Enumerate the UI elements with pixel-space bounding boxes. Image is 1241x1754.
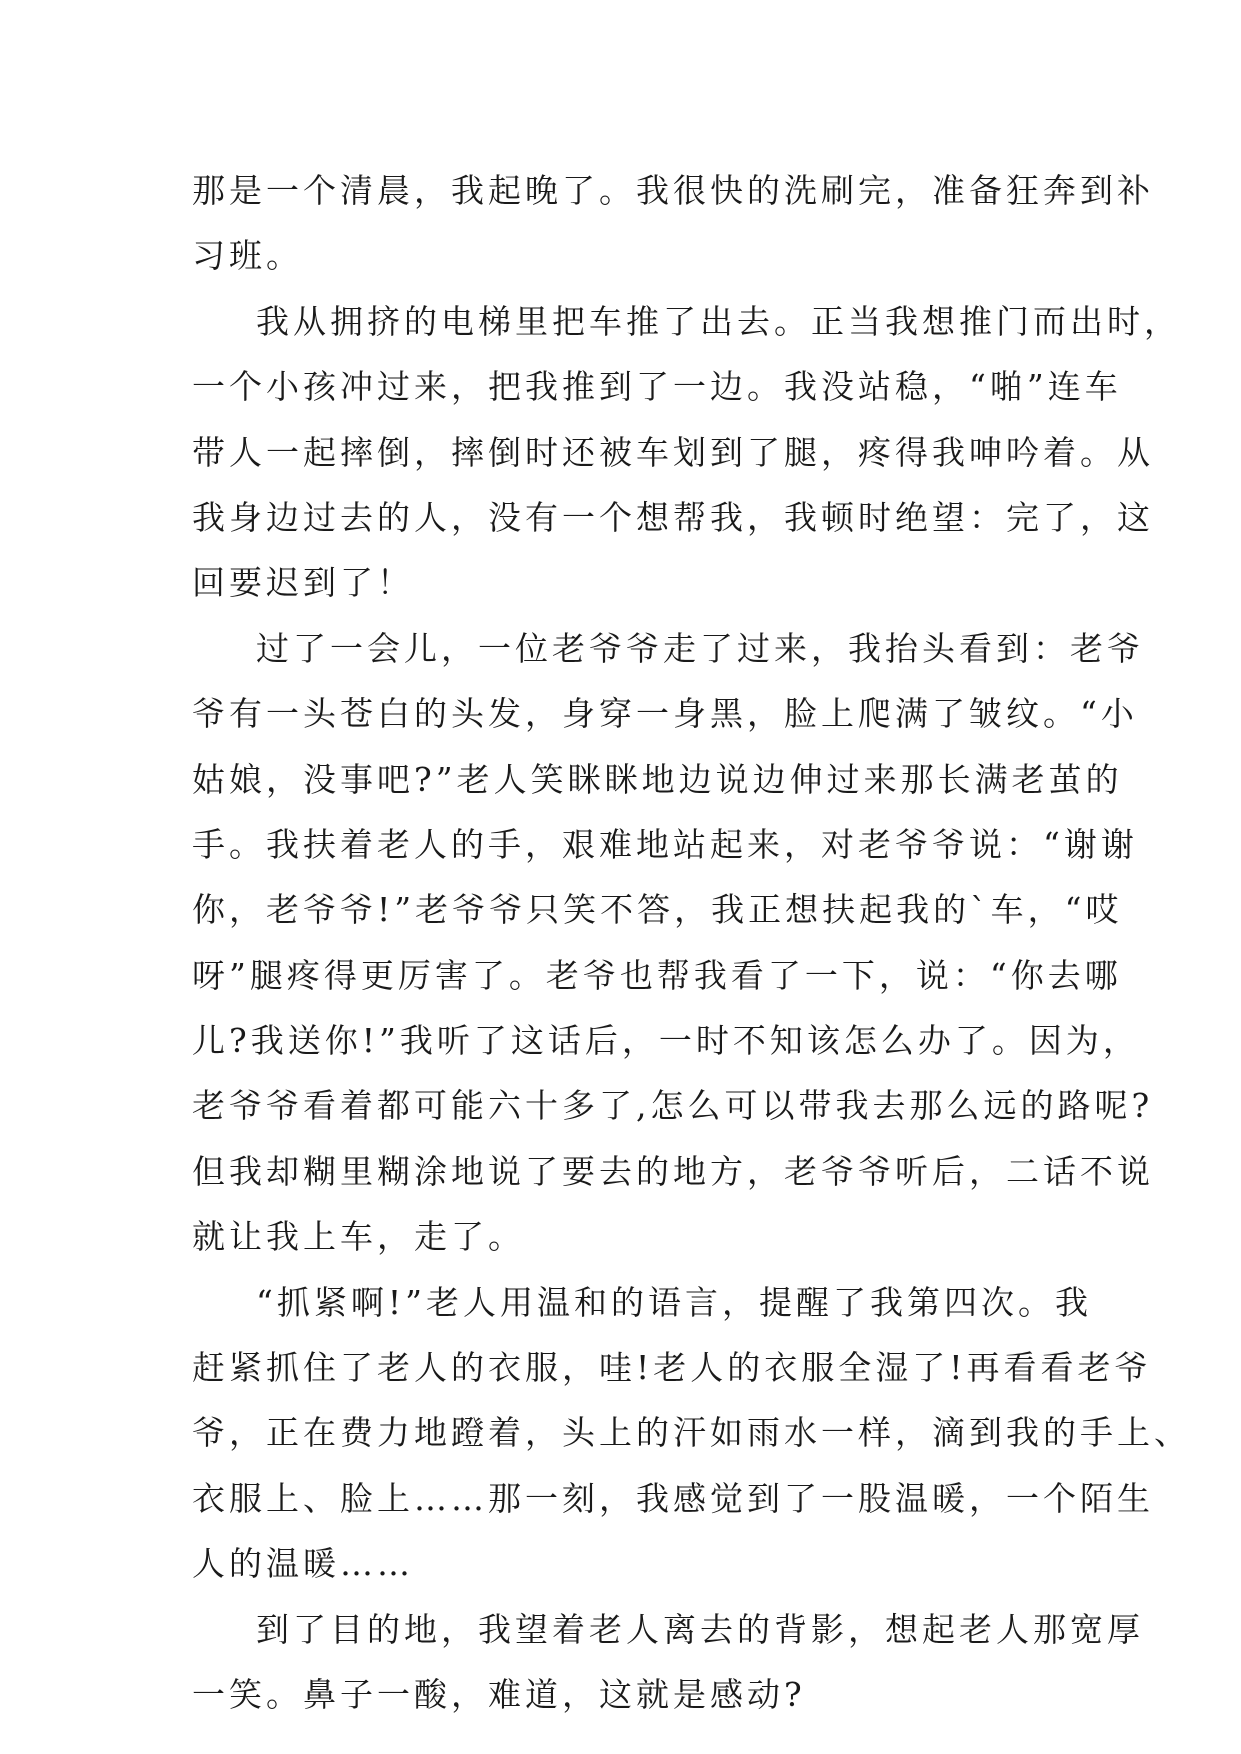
text-line: 爷，正在费力地蹬着，头上的汗如雨水一样，滴到我的手上、: [192, 1413, 1191, 1453]
text-line: 爷有一头苍白的头发，身穿一身黑，脸上爬满了皱纹。“小: [192, 694, 1138, 734]
paragraph-first-line: 我从拥挤的电梯里把车推了出去。正当我想推门而出时，: [256, 301, 1181, 341]
text-line: 一个小孩冲过来，把我推到了一边。我没站稳，“啪”连车: [192, 367, 1122, 407]
text-line: 回要迟到了！: [192, 563, 414, 603]
text-line: 带人一起摔倒，摔倒时还被车划到了腿，疼得我呻吟着。从: [192, 432, 1154, 472]
text-line: 你，老爷爷!”老爷爷只笑不答，我正想扶起我的`车，“哎: [192, 890, 1123, 930]
text-line: 手。我扶着老人的手，艰难地站起来，对老爷爷说：“谢谢: [192, 824, 1138, 864]
text-line: 老爷爷看着都可能六十多了,怎么可以带我去那么远的路呢?: [192, 1086, 1154, 1126]
text-line: 姑娘，没事吧?”老人笑眯眯地边说边伸过来那长满老茧的: [192, 759, 1123, 799]
text-line: 呀”腿疼得更厉害了。老爷也帮我看了一下，说：“你去哪: [192, 955, 1122, 995]
text-line: 就让我上车，走了。: [192, 1217, 525, 1257]
text-line: 赶紧抓住了老人的衣服，哇!老人的衣服全湿了!再看看老爷: [192, 1348, 1152, 1388]
text-line: 儿?我送你!”我听了这话后，一时不知该怎么办了。因为，: [192, 1021, 1140, 1061]
text-line: 习班。: [192, 236, 303, 276]
paragraph-first-line: 过了一会儿，一位老爷爷走了过来，我抬头看到：老爷: [256, 628, 1144, 668]
text-line: 那是一个清晨，我起晚了。我很快的洗刷完，准备狂奔到补: [192, 171, 1154, 210]
text-line: 一笑。鼻子一酸，难道，这就是感动?: [192, 1674, 806, 1714]
essay-body: [192, 158, 1191, 1727]
text-line: 但我却糊里糊涂地说了要去的地方，老爷爷听后，二话不说: [192, 1151, 1154, 1191]
text-line: 人的温暖……: [192, 1544, 414, 1584]
text-line: 我身边过去的人，没有一个想帮我，我顿时绝望：完了，这: [192, 497, 1154, 537]
text-line: 衣服上、脸上……那一刻，我感觉到了一股温暖，一个陌生: [192, 1478, 1154, 1518]
paragraph-first-line: 到了目的地，我望着老人离去的背影，想起老人那宽厚: [256, 1609, 1144, 1649]
paragraph-first-line: “抓紧啊!”老人用温和的语言，提醒了我第四次。我: [256, 1282, 1093, 1322]
